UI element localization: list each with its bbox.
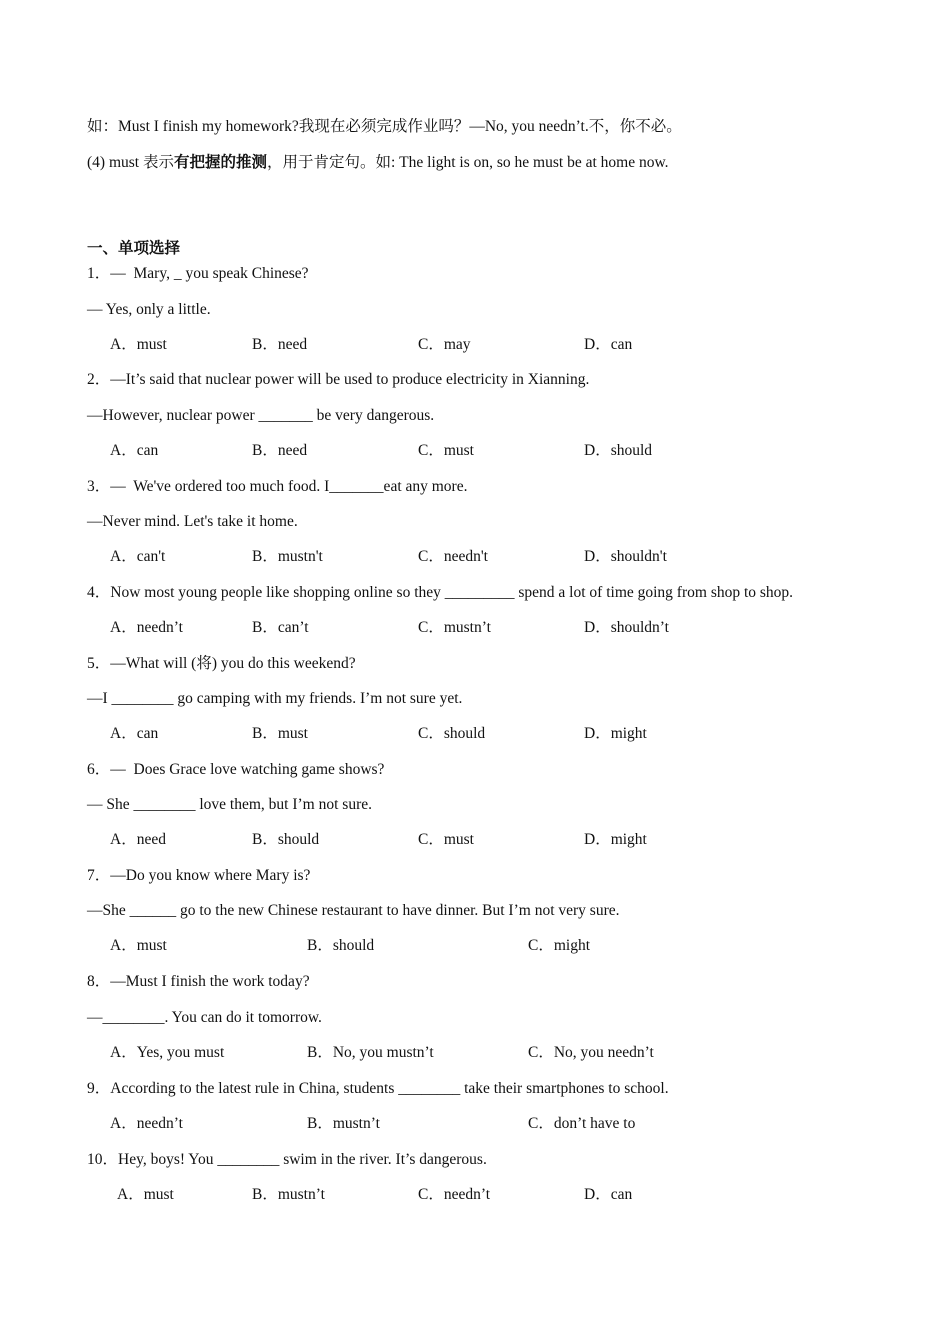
question-2-option-b[interactable]: B．need: [252, 442, 308, 459]
question-10-option-c[interactable]: C．needn’t: [418, 1186, 491, 1203]
question-1-option-d[interactable]: D．can: [584, 336, 633, 353]
question-8-option-a[interactable]: A．Yes, you must: [110, 1044, 225, 1061]
question-4-option-b[interactable]: B．can’t: [252, 619, 309, 636]
question-10-option-a[interactable]: A．must: [117, 1186, 174, 1203]
section-title: 一、单项选择: [87, 240, 181, 257]
question-7-option-c[interactable]: C．might: [528, 937, 591, 954]
question-7-prompt: 7．—Do you know where Mary is?: [87, 867, 311, 884]
intro-line-2-prefix: (4) must 表示: [87, 154, 174, 171]
question-8-prompt: 8．—Must I finish the work today?: [87, 973, 310, 990]
question-5-option-a[interactable]: A．can: [110, 725, 159, 742]
question-7-option-a[interactable]: A．must: [110, 937, 167, 954]
question-3-option-d[interactable]: D．shouldn't: [584, 548, 667, 565]
question-1-option-c[interactable]: C．may: [418, 336, 471, 353]
question-3-response: —Never mind. Let's take it home.: [87, 513, 298, 530]
question-2-option-a[interactable]: A．can: [110, 442, 159, 459]
question-1-option-b[interactable]: B．need: [252, 336, 308, 353]
question-7-option-b[interactable]: B．should: [307, 937, 375, 954]
question-8-option-c[interactable]: C．No, you needn’t: [528, 1044, 654, 1061]
question-5-response: —I ________ go camping with my friends. I’m not sure yet.: [87, 690, 463, 707]
question-1-option-a[interactable]: A．must: [110, 336, 167, 353]
question-3-option-a[interactable]: A．can't: [110, 548, 166, 565]
question-4-prompt: 4．Now most young people like shopping online so they _________ spend a lot of time going from shop to shop.: [87, 584, 794, 601]
question-10-option-d[interactable]: D．can: [584, 1186, 633, 1203]
question-6-response: — She ________ love them, but I’m not sure.: [87, 796, 372, 813]
question-5-prompt: 5．—What will (将) you do this weekend?: [87, 655, 356, 672]
question-8-option-b[interactable]: B．No, you mustn’t: [307, 1044, 434, 1061]
question-7-response: —She ______ go to the new Chinese restaurant to have dinner. But I’m not very sure.: [87, 902, 620, 919]
question-9-option-b[interactable]: B．mustn’t: [307, 1115, 380, 1132]
question-9-prompt: 9．According to the latest rule in China, students ________ take their smartphones to school.: [87, 1080, 669, 1097]
question-2-prompt: 2．—It’s said that nuclear power will be used to produce electricity in Xianning.: [87, 371, 590, 388]
question-6-option-a[interactable]: A．need: [110, 831, 166, 848]
intro-line-1: 如：Must I finish my homework?我现在必须完成作业吗？—No, you needn’t.不，你不必。: [87, 118, 682, 135]
intro-line-2-suffix: ，用于肯定句。如: The light is on, so he must be at home now.: [266, 154, 669, 171]
question-3-option-c[interactable]: C．needn't: [418, 548, 488, 565]
question-9-option-c[interactable]: C．don’t have to: [528, 1115, 636, 1132]
question-4-option-a[interactable]: A．needn’t: [110, 619, 183, 636]
question-4-option-d[interactable]: D．shouldn’t: [584, 619, 669, 636]
question-10-option-b[interactable]: B．mustn’t: [252, 1186, 325, 1203]
question-6-option-c[interactable]: C．must: [418, 831, 474, 848]
question-5-option-b[interactable]: B．must: [252, 725, 308, 742]
question-10-prompt: 10．Hey, boys! You ________ swim in the river. It’s dangerous.: [87, 1151, 487, 1168]
question-3-prompt: 3．— We've ordered too much food. I_______eat any more.: [87, 478, 468, 495]
question-5-option-d[interactable]: D．might: [584, 725, 647, 742]
question-6-option-b[interactable]: B．should: [252, 831, 320, 848]
intro-line-2: [87, 153, 669, 173]
question-6-option-d[interactable]: D．might: [584, 831, 647, 848]
question-6-prompt: 6．— Does Grace love watching game shows?: [87, 761, 385, 778]
question-2-response: —However, nuclear power _______ be very dangerous.: [87, 407, 435, 424]
question-3-option-b[interactable]: B．mustn't: [252, 548, 323, 565]
question-2-option-c[interactable]: C．must: [418, 442, 474, 459]
question-9-option-a[interactable]: A．needn’t: [110, 1115, 183, 1132]
question-8-response: —________. You can do it tomorrow.: [87, 1009, 322, 1026]
question-1-prompt: 1．— Mary, _ you speak Chinese?: [87, 265, 309, 282]
question-4-option-c[interactable]: C．mustn’t: [418, 619, 491, 636]
question-1-response: — Yes, only a little.: [87, 301, 211, 318]
question-5-option-c[interactable]: C．should: [418, 725, 486, 742]
question-2-option-d[interactable]: D．should: [584, 442, 653, 459]
intro-line-2-emphasis: 有把握的推测: [173, 154, 267, 171]
